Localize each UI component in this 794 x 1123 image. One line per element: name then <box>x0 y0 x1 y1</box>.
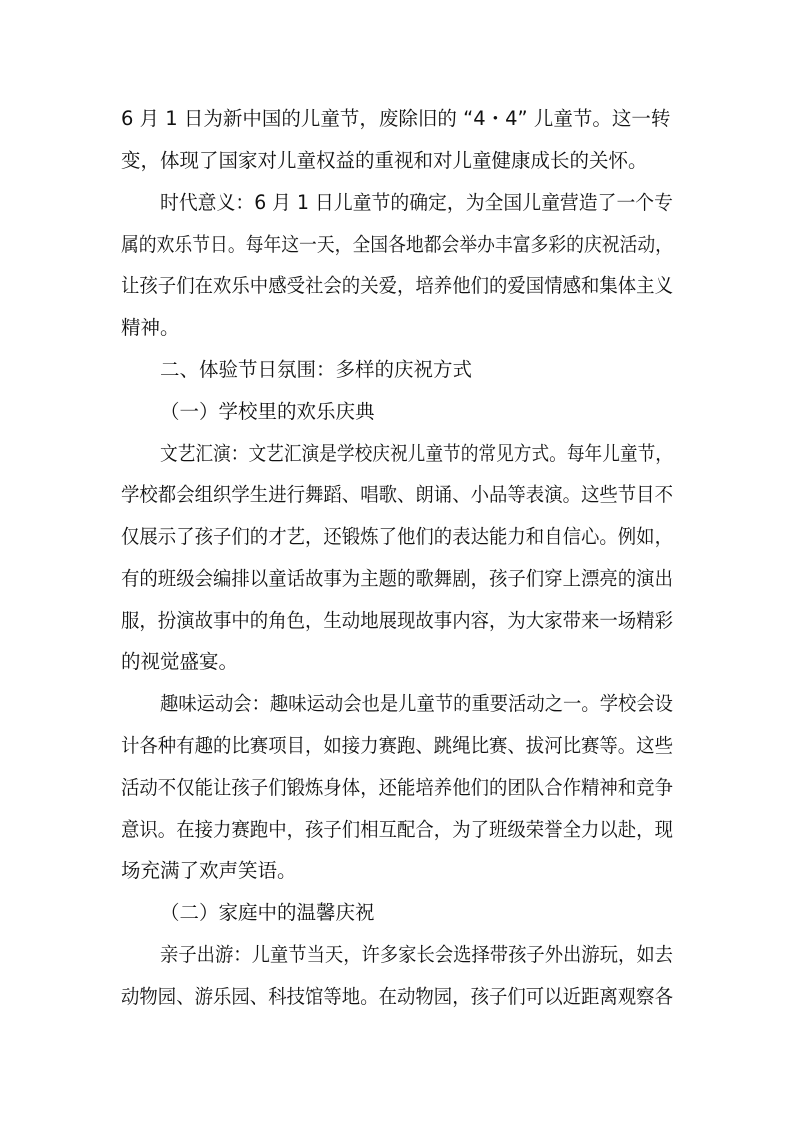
document-page: 6 月 1 日为新中国的儿童节，废除旧的 “4・4” 儿童节。这一转 变，体现了国家对儿童权益的重视和对儿童健康成长的关怀。 时代意义：6 月 1 日儿童节的确定，为全国儿童营造了一个专 属的欢乐节日。每年这一天，全国各地都会举办丰富多彩的庆祝活动， 让孩子们在欢乐中感受社会的关爱，培养他们的爱国情感和集体主义 精神。 二、体验节日氛围：多样的庆祝方式 （一）学校里的欢乐庆典 文艺汇演：文艺汇演是学校庆祝儿童节的常见方式。每年儿童节， 学校都会组织学生进行舞蹈、唱歌、朗诵、小品等表演。这些节目不 仅展示了孩子们的才艺，还锻炼了他们的表达能力和自信心。例如， 有的班级会编排以童话故事为主题的歌舞剧，孩子们穿上漂亮的演出 服，扮演故事中的角色，生动地展现故事内容，为大家带来一场精彩 的视觉盛宴。 趣味运动会：趣味运动会也是儿童节的重要活动之一。学校会设 计各种有趣的比赛项目，如接力赛跑、跳绳比赛、拔河比赛等。这些 活动不仅能让孩子们锻炼身体，还能培养他们的团队合作精神和竞争 意识。在接力赛跑中，孩子们相互配合，为了班级荣誉全力以赴，现 场充满了欢声笑语。 （二）家庭中的温馨庆祝 亲子出游：儿童节当天，许多家长会选择带孩子外出游玩，如去 动物园、游乐园、科技馆等地。在动物园，孩子们可以近距离观察各 <box>0 0 794 1123</box>
